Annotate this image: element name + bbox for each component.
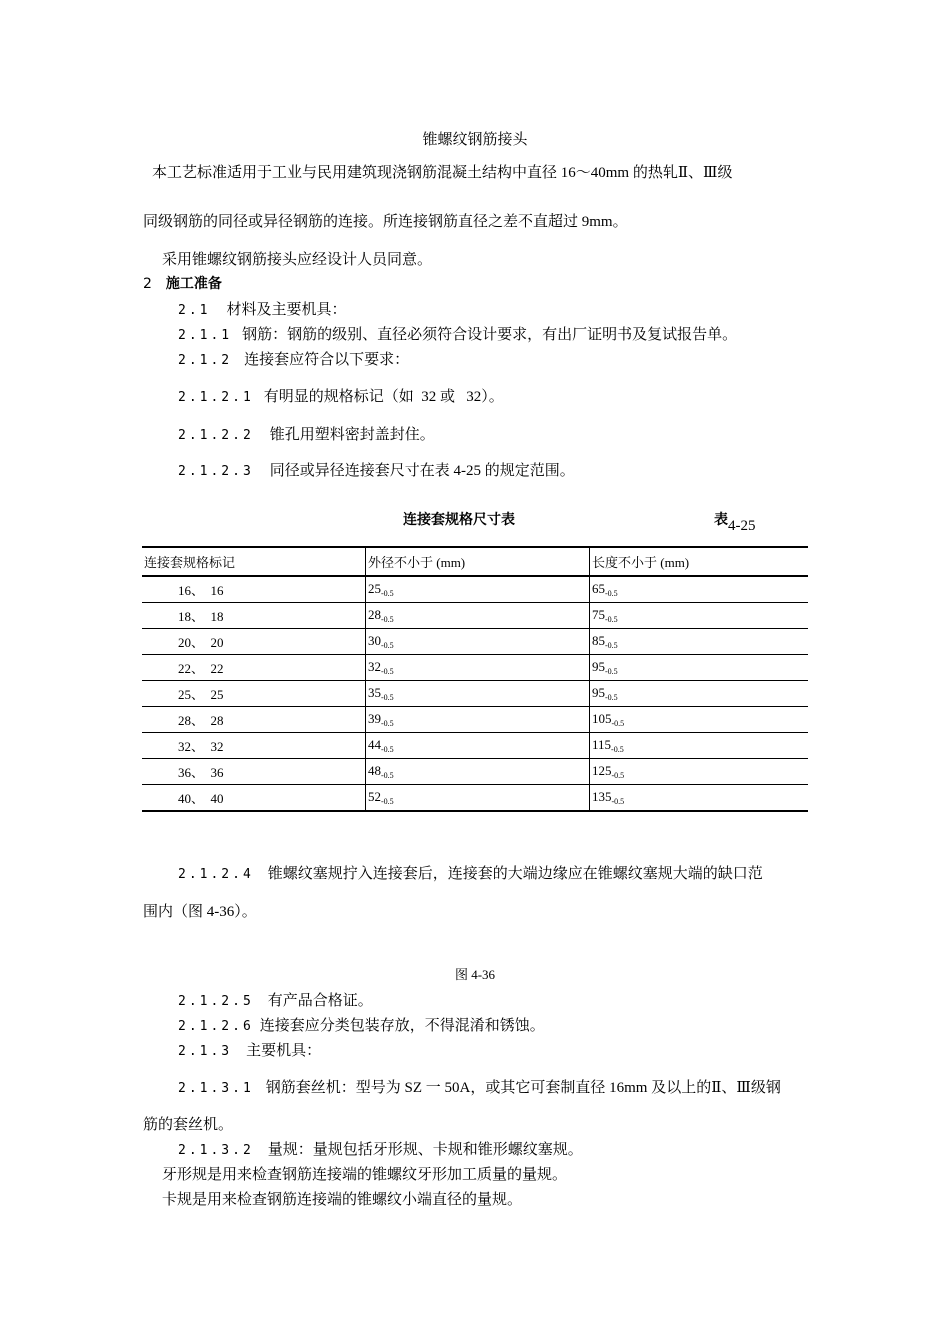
paragraph-tooth-gauge: 牙形规是用来检查钢筋连接端的锥螺纹牙形加工质量的量规。 <box>162 1167 568 1183</box>
cell-outer-diameter: $28_{-0.5}$ <box>366 603 590 629</box>
table-row <box>142 655 808 681</box>
table-row <box>142 603 808 629</box>
table-caption: 连接套规格尺寸表 <box>403 512 515 528</box>
clause-2-1-3-1-cont: 筋的套丝机。 <box>143 1117 234 1133</box>
clause-number: 2.1.2.3 <box>178 464 254 479</box>
clause-2-1-3-2 <box>178 1138 583 1159</box>
cell-spec: 20、 20 <box>142 629 366 655</box>
cell-spec: 36、 36 <box>142 759 366 785</box>
clause-2-1-2-5 <box>178 989 373 1010</box>
intro-line-1: 本工艺标准适用于工业与民用建筑现浇钢筋混凝土结构中直径 16～40mm 的热轧Ⅱ、Ⅲ级 <box>152 165 733 181</box>
clause-number: 2.1.2.6 <box>178 1019 254 1034</box>
clause-text: 连接套应分类包装存放，不得混淆和锈蚀。 <box>259 1018 545 1034</box>
table-row <box>142 733 808 759</box>
table-header-row <box>142 547 808 576</box>
clause-text: 主要机具： <box>246 1043 322 1059</box>
cell-outer-diameter: $32_{-0.5}$ <box>366 655 590 681</box>
clause-number: 2.1.2.4 <box>178 867 254 882</box>
clause-2-1-1 <box>178 323 737 344</box>
cell-length: $75_{-0.5}$ <box>590 603 809 629</box>
clause-2-1-3 <box>178 1039 321 1060</box>
clause-2-1-2-1 <box>178 385 504 406</box>
page-title: 锥螺纹钢筋接头 <box>422 132 528 148</box>
clause-text: 锥孔用塑料密封盖封住。 <box>269 427 435 443</box>
cell-length: $105_{-0.5}$ <box>590 707 809 733</box>
intro-line-2: 同级钢筋的同径或异径钢筋的连接。所连接钢筋直径之差不直超过 9mm。 <box>143 214 628 230</box>
clause-number: 2.1.2 <box>178 353 233 368</box>
clause-2-1-2-4-cont: 围内（图 4-36）。 <box>143 904 257 920</box>
clause-2-1-2-6 <box>178 1014 545 1035</box>
figure-label: 图 4-36 <box>454 967 496 982</box>
clause-text: 锥螺纹塞规拧入连接套后，连接套的大端边缘应在锥螺纹塞规大端的缺口范 <box>267 866 763 882</box>
clause-2-1-2 <box>178 348 409 369</box>
clause-number: 2.1.2.1 <box>178 390 254 405</box>
section-2-heading <box>143 273 222 293</box>
table-row <box>142 681 808 707</box>
table-label-prefix: 表 <box>714 512 728 528</box>
table-row <box>142 629 808 655</box>
table-row <box>142 785 808 812</box>
clause-number: 2.1.3.2 <box>178 1143 254 1158</box>
cell-spec: 28、 28 <box>142 707 366 733</box>
cell-spec: 40、 40 <box>142 785 366 812</box>
table-label-number: 4-25 <box>728 518 756 534</box>
cell-spec: 32、 32 <box>142 733 366 759</box>
cell-length: $95_{-0.5}$ <box>590 655 809 681</box>
cell-outer-diameter: $25_{-0.5}$ <box>366 576 590 603</box>
clause-text: 同径或异径连接套尺寸在表 4-25 的规定范围。 <box>269 463 575 479</box>
clause-2-1-3-1 <box>178 1076 781 1097</box>
clause-2-1-2-2 <box>178 423 435 444</box>
cell-outer-diameter: $52_{-0.5}$ <box>366 785 590 812</box>
section-number: 2 <box>143 276 152 292</box>
table-label <box>714 509 756 534</box>
clause-text: 钢筋：钢筋的级别、直径必须符合设计要求，有出厂证明书及复试报告单。 <box>242 327 738 343</box>
cell-length: $65_{-0.5}$ <box>590 576 809 603</box>
cell-spec: 25、 25 <box>142 681 366 707</box>
clause-text: 有产品合格证。 <box>267 993 373 1009</box>
cell-outer-diameter: $30_{-0.5}$ <box>366 629 590 655</box>
clause-number: 2.1 <box>178 303 211 318</box>
clause-text: 材料及主要机具： <box>226 302 347 318</box>
clause-2-1 <box>178 298 347 319</box>
clause-text: 连接套应符合以下要求： <box>244 352 410 368</box>
cell-length: $115_{-0.5}$ <box>590 733 809 759</box>
clause-number: 2.1.1 <box>178 328 233 343</box>
clause-text: 有明显的规格标记（如 32 或 32）。 <box>263 389 504 405</box>
clause-number: 2.1.3.1 <box>178 1081 254 1096</box>
paragraph-caliper-gauge: 卡规是用来检查钢筋连接端的锥螺纹小端直径的量规。 <box>162 1192 523 1208</box>
table-row <box>142 576 808 603</box>
clause-2-1-2-4 <box>178 862 763 883</box>
cell-spec: 22、 22 <box>142 655 366 681</box>
cell-outer-diameter: $44_{-0.5}$ <box>366 733 590 759</box>
cell-length: $85_{-0.5}$ <box>590 629 809 655</box>
clause-number: 2.1.3 <box>178 1044 233 1059</box>
header-spec: 连接套规格标记 <box>142 547 366 576</box>
table-row <box>142 759 808 785</box>
clause-text: 钢筋套丝机：型号为 SZ 一 50A，或其它可套制直径 16mm 及以上的Ⅱ、Ⅲ级钢 <box>265 1080 781 1096</box>
clause-2-1-2-3 <box>178 459 575 480</box>
cell-outer-diameter: $39_{-0.5}$ <box>366 707 590 733</box>
clause-number: 2.1.2.5 <box>178 994 254 1009</box>
spec-table <box>142 546 808 812</box>
cell-length: $125_{-0.5}$ <box>590 759 809 785</box>
cell-outer-diameter: $35_{-0.5}$ <box>366 681 590 707</box>
section-title: 施工准备 <box>165 276 222 292</box>
header-outer-diameter: 外径不小于 (mm) <box>366 547 590 576</box>
table-row <box>142 707 808 733</box>
intro-line-3: 采用锥螺纹钢筋接头应经设计人员同意。 <box>162 252 433 268</box>
clause-number: 2.1.2.2 <box>178 428 254 443</box>
cell-spec: 16、 16 <box>142 576 366 603</box>
cell-length: $135_{-0.5}$ <box>590 785 809 812</box>
cell-spec: 18、 18 <box>142 603 366 629</box>
cell-outer-diameter: $48_{-0.5}$ <box>366 759 590 785</box>
cell-length: $95_{-0.5}$ <box>590 681 809 707</box>
header-length: 长度不小于 (mm) <box>590 547 809 576</box>
clause-text: 量规：量规包括牙形规、卡规和锥形螺纹塞规。 <box>267 1142 583 1158</box>
